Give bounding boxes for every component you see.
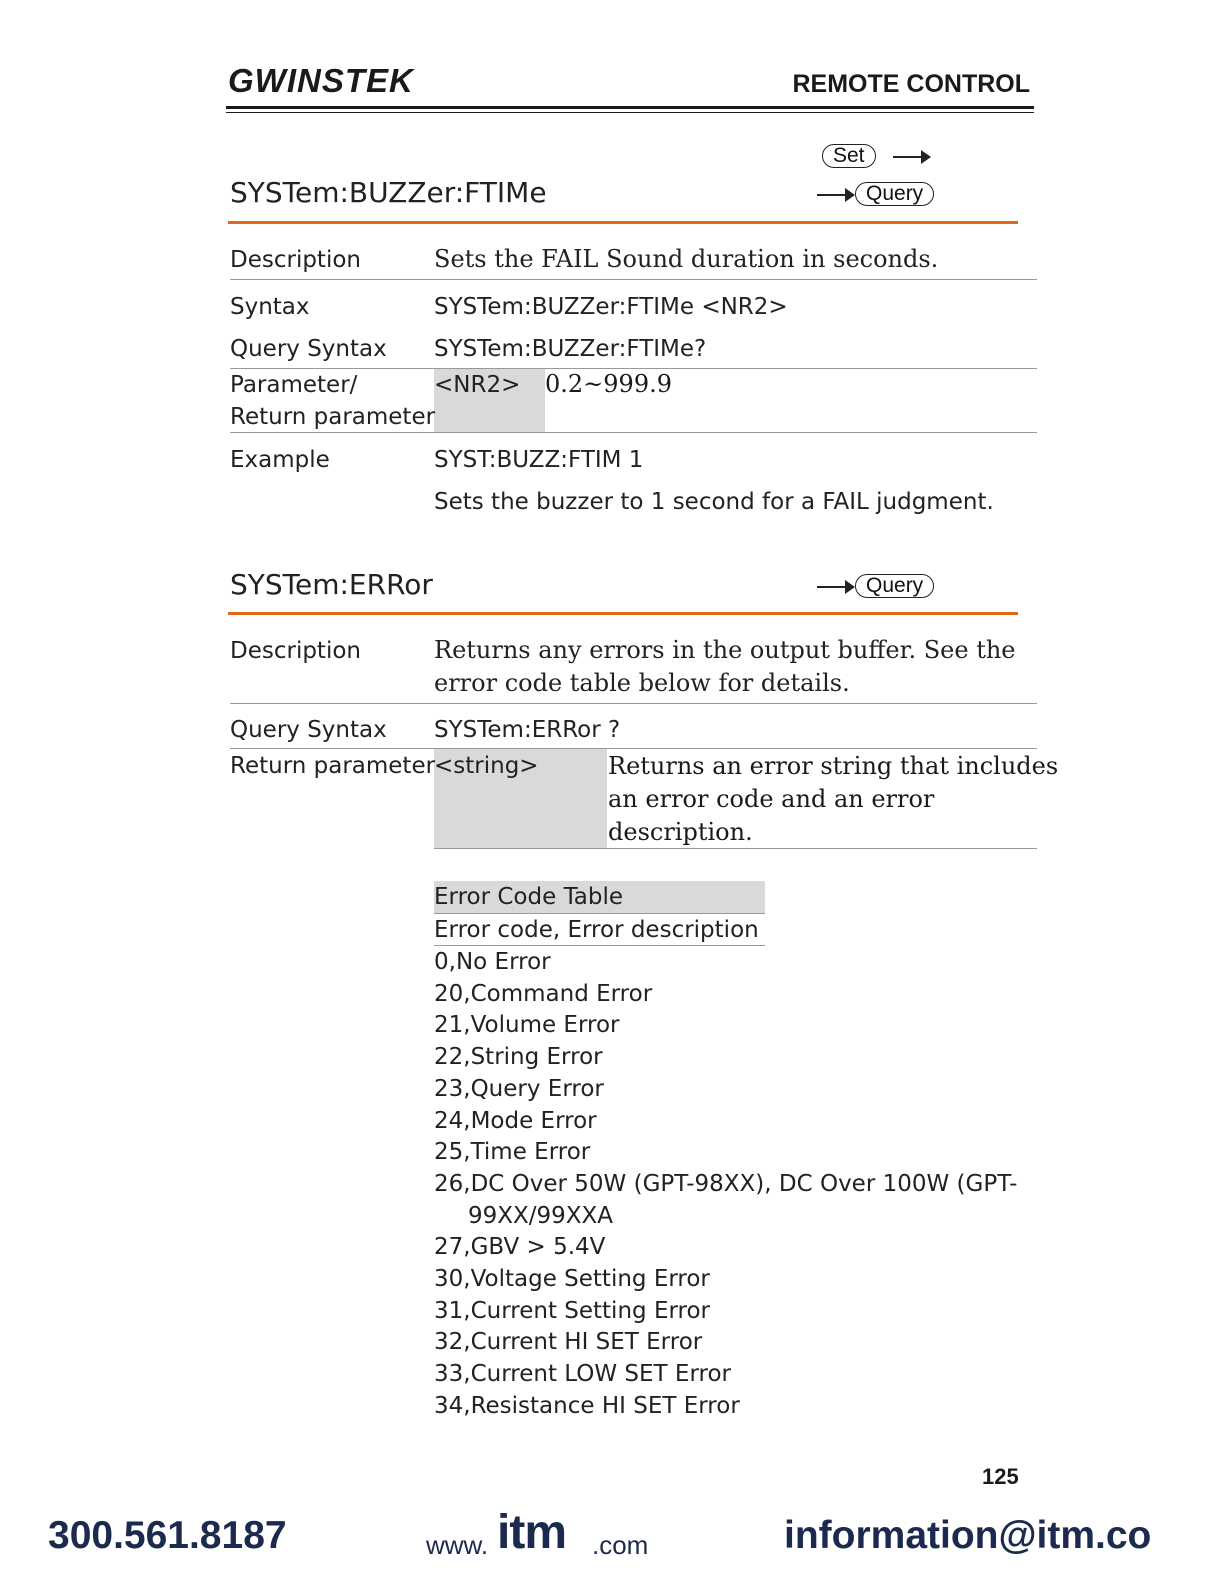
error-code-row: 21,Volume Error: [434, 1012, 620, 1039]
footer-phone: 300.561.8187: [48, 1514, 287, 1557]
example-label: Example: [230, 447, 330, 473]
header-divider-thin: [226, 112, 1034, 113]
query-syntax-text: SYSTem:ERRor ?: [434, 717, 621, 743]
error-code-row: 27,GBV > 5.4V: [434, 1234, 606, 1261]
table-divider: [434, 945, 765, 946]
description-label: Description: [230, 638, 361, 664]
gwinstek-logo: GWINSTEK: [228, 62, 414, 99]
parameter-label: Parameter/: [230, 372, 358, 398]
return-parameter-label: Return parameter: [230, 753, 436, 779]
title-underline: [228, 612, 1018, 615]
error-code-row-continuation: 99XX/99XXA: [468, 1202, 614, 1229]
example-command: SYST:BUZZ:FTIM 1: [434, 447, 644, 473]
error-code-row: 0,No Error: [434, 949, 551, 975]
return-parameter-label: Return parameter: [230, 404, 436, 430]
query-badge: Query: [855, 182, 934, 206]
query-syntax-label: Query Syntax: [230, 717, 387, 743]
query-syntax-text: SYSTem:BUZZer:FTIMe?: [434, 336, 707, 362]
description-line-1: Returns any errors in the output buffer. See the: [434, 636, 1016, 664]
error-table-header: Error code, Error description: [434, 917, 759, 943]
query-arrow-icon: [817, 586, 853, 588]
error-code-row: 25,Time Error: [434, 1139, 591, 1166]
query-syntax-label: Query Syntax: [230, 336, 387, 362]
row-divider: [230, 703, 1037, 704]
error-code-row: 33,Current LOW SET Error: [434, 1361, 731, 1388]
command-title-buzzer-ftime: SYSTem:BUZZer:FTIMe: [230, 176, 547, 209]
description-text: Sets the FAIL Sound duration in seconds.: [434, 245, 939, 273]
query-badge: Query: [855, 574, 934, 598]
page-number: 125: [982, 1464, 1019, 1489]
syntax-label: Syntax: [230, 294, 310, 320]
set-badge: Set: [822, 144, 876, 168]
header-divider: [226, 106, 1034, 109]
syntax-text: SYSTem:BUZZer:FTIMe <NR2>: [434, 294, 788, 320]
return-description-line-3: description.: [608, 818, 753, 846]
row-divider: [230, 748, 1037, 749]
return-name: <string>: [434, 753, 539, 779]
param-range: 0.2~999.9: [545, 370, 672, 398]
return-description-line-1: Returns an error string that includes: [608, 752, 1059, 780]
error-code-row: 20,Command Error: [434, 980, 653, 1007]
error-code-row: 22,String Error: [434, 1044, 603, 1071]
return-description-line-2: an error code and an error: [608, 785, 935, 813]
footer-dotcom: .com: [592, 1530, 649, 1560]
row-divider: [434, 848, 1037, 849]
error-code-row: 30,Voltage Setting Error: [434, 1266, 710, 1292]
error-code-row: 24,Mode Error: [434, 1107, 597, 1134]
footer-email[interactable]: information@itm.co: [784, 1514, 1152, 1557]
description-label: Description: [230, 247, 361, 273]
itm-logo: itm: [497, 1506, 566, 1559]
footer-www: www.: [426, 1530, 489, 1560]
set-arrow-icon: [893, 156, 929, 158]
error-table-title: Error Code Table: [434, 884, 624, 910]
row-divider: [230, 432, 1037, 433]
error-code-row: 32,Current HI SET Error: [434, 1329, 703, 1356]
command-title-error: SYSTem:ERRor: [230, 568, 433, 601]
example-description: Sets the buzzer to 1 second for a FAIL judgment.: [434, 489, 994, 515]
param-name: <NR2>: [434, 372, 521, 398]
row-divider: [230, 279, 1037, 280]
title-underline: [228, 221, 1018, 224]
error-code-row: 31,Current Setting Error: [434, 1297, 710, 1324]
description-line-2: error code table below for details.: [434, 669, 850, 697]
query-arrow-icon: [817, 194, 853, 196]
error-code-row: 23,Query Error: [434, 1075, 604, 1102]
error-code-row: 34,Resistance HI SET Error: [434, 1392, 740, 1419]
error-code-row: 26,DC Over 50W (GPT-98XX), DC Over 100W (GPT-: [434, 1170, 1018, 1197]
section-title: REMOTE CONTROL: [792, 70, 1030, 98]
